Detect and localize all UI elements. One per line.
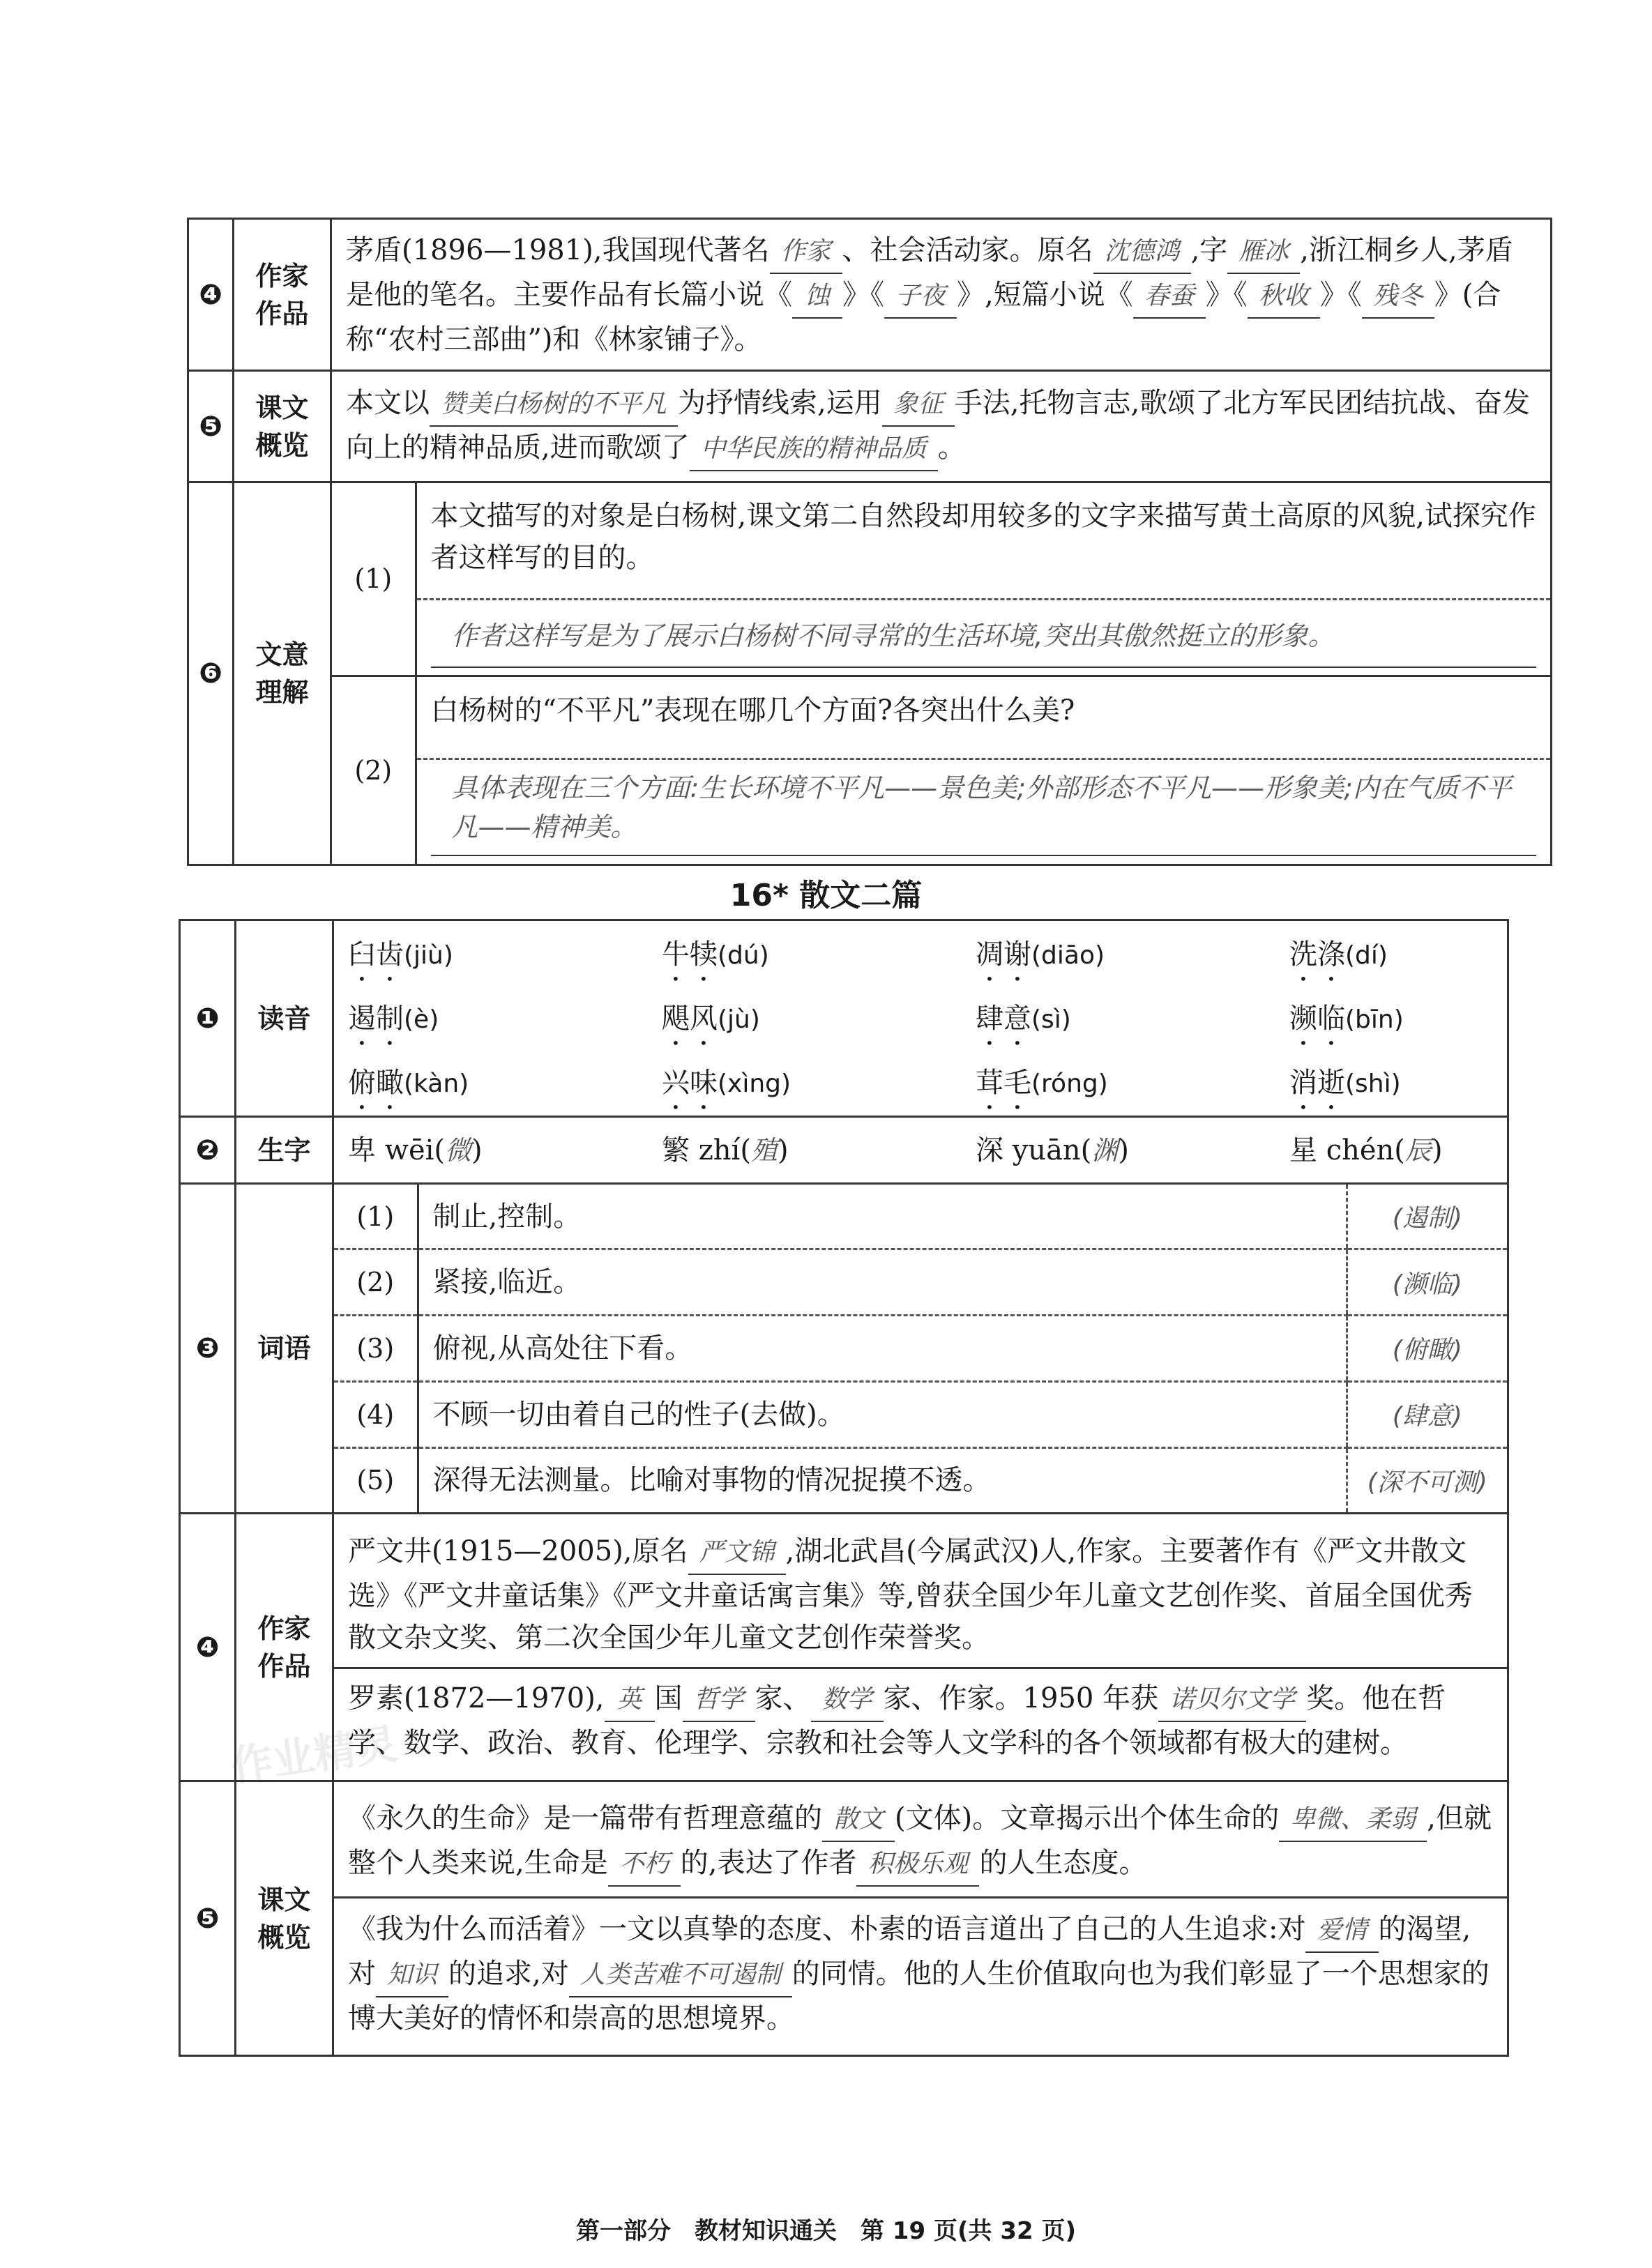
character-close: ) xyxy=(777,1134,789,1166)
answer-blank: 散文 xyxy=(822,1799,895,1842)
definition: 紧接,临近。 xyxy=(418,1249,1347,1316)
row-category: 课文概览 xyxy=(236,1781,333,2056)
row-number: ❺ xyxy=(188,371,234,482)
pronunciation-item xyxy=(1289,1051,1568,1115)
answer-blank: 中华民族的精神品质 xyxy=(690,428,938,471)
pinyin: (shì) xyxy=(1345,1069,1401,1098)
answer-blank: 哲学 xyxy=(683,1679,755,1722)
character-item xyxy=(662,1118,976,1182)
word: 遏制 xyxy=(348,1002,404,1035)
pronunciation-item xyxy=(1289,987,1568,1051)
new-characters-row xyxy=(180,1117,1508,1184)
character-pinyin: 繁 zhí( xyxy=(662,1134,751,1166)
definition: 不顾一切由着自己的性子(去做)。 xyxy=(418,1381,1347,1447)
character-pinyin: 深 yuān( xyxy=(976,1134,1092,1166)
pronunciation-item xyxy=(976,987,1289,1051)
character-answer: 殖 xyxy=(750,1134,778,1166)
row-category: 读音 xyxy=(236,920,333,1117)
question-text: 本文描写的对象是白杨树,课文第二自然段却用较多的文字来描写黄土高原的风貌,试探究作者这样写的目的。 xyxy=(417,489,1551,600)
watermark: 作业精灵 xyxy=(227,1719,401,1792)
answer-blank: 卑微、柔弱 xyxy=(1279,1799,1427,1842)
answer-blank: 蚀 xyxy=(792,275,842,319)
answer-blank: 英 xyxy=(605,1679,655,1722)
word: 茸毛 xyxy=(976,1066,1031,1099)
answer-blank: 严文锦 xyxy=(688,1532,786,1575)
word: 肆意 xyxy=(976,1002,1031,1035)
author-paragraph: 严文井(1915—2005),原名 严文锦 ,湖北武昌(今属武汉)人,作家。主要著作有《严文井散文选》《严文井童话集》《严文井童话寓言集》等,曾获全国少年儿童文艺创作奖、首届全国优秀散文杂文奖、第二次全国少年儿童文艺创作荣誉奖。 xyxy=(334,1522,1507,1669)
pronunciation-item xyxy=(348,922,662,987)
word: 兴味 xyxy=(662,1066,718,1099)
answer-blank: 不朽 xyxy=(608,1843,681,1887)
row-number: ❹ xyxy=(188,219,234,371)
character-close: ) xyxy=(1431,1134,1443,1166)
author-works-row xyxy=(180,1514,1508,1781)
row-number: ❺ xyxy=(180,1781,236,2056)
answer-blank: 积极乐观 xyxy=(856,1843,979,1887)
answer-blank: 沈德鸿 xyxy=(1093,231,1191,274)
pronunciation-item xyxy=(976,922,1289,987)
overview-row xyxy=(188,371,1552,482)
vocabulary-item xyxy=(334,1316,1507,1382)
answer-text: 作者这样写是为了展示白杨树不同寻常的生活环境,突出其傲然挺立的形象。 xyxy=(431,600,1537,668)
question-text: 白杨树的“不平凡”表现在哪几个方面?各突出什么美? xyxy=(417,684,1551,760)
word: 牛犊 xyxy=(662,938,718,971)
row-category: 作家作品 xyxy=(236,1514,333,1781)
word: 消逝 xyxy=(1289,1066,1345,1099)
answer-blank: 残冬 xyxy=(1362,275,1434,319)
row-category: 词语 xyxy=(236,1184,333,1514)
question-number: (1) xyxy=(332,483,416,676)
item-number: (2) xyxy=(334,1249,418,1316)
character-answer: 渊 xyxy=(1091,1134,1119,1166)
vocabulary-item xyxy=(334,1447,1507,1512)
page-footer: 第一部分 教材知识通关 第 19 页(共 32 页) xyxy=(575,2217,1077,2245)
word-answer: (俯瞰) xyxy=(1347,1316,1507,1382)
row-category: 作家作品 xyxy=(234,219,331,371)
word-answer: (肆意) xyxy=(1347,1381,1507,1447)
answer-blank: 子夜 xyxy=(884,275,957,319)
word: 濒临 xyxy=(1289,1002,1345,1035)
item-number: (1) xyxy=(334,1185,418,1249)
pinyin: (dí) xyxy=(1345,941,1388,970)
character-pinyin: 星 chén( xyxy=(1289,1134,1405,1166)
pronunciation-row xyxy=(180,920,1508,1117)
row-number: ❻ xyxy=(188,482,234,865)
character-item xyxy=(348,1118,662,1182)
pronunciation-item xyxy=(348,1051,662,1115)
lesson-15-table xyxy=(187,218,1552,866)
character-close: ) xyxy=(471,1134,483,1166)
pinyin: (jiù) xyxy=(404,941,453,970)
word: 凋谢 xyxy=(976,938,1031,971)
author-works-row xyxy=(188,219,1552,371)
overview-content: 本文以 赞美白杨树的不平凡 为抒情线索,运用 象征 手法,托物言志,歌颂了北方军民团结抗战、奋发向上的精神品质,进而歌颂了 中华民族的精神品质 。 xyxy=(331,371,1552,482)
row-number: ❸ xyxy=(180,1184,236,1514)
answer-blank: 秋收 xyxy=(1248,275,1320,319)
question-number: (2) xyxy=(332,676,416,864)
pinyin: (róng) xyxy=(1031,1069,1108,1098)
item-number: (4) xyxy=(334,1381,418,1447)
answer-blank: 爱情 xyxy=(1305,1910,1378,1953)
vocabulary-list xyxy=(333,1184,1508,1514)
answer-blank: 数学 xyxy=(811,1679,884,1722)
row-category: 课文概览 xyxy=(234,371,331,482)
row-number: ❹ xyxy=(180,1514,236,1781)
character-answer: 微 xyxy=(445,1134,472,1166)
pronunciation-item xyxy=(348,987,662,1051)
character-item xyxy=(1289,1118,1568,1182)
author-works-content: 茅盾(1896—1981),我国现代著名 作家 、社会活动家。原名 沈德鸿 ,字 雁冰 ,浙江桐乡人,茅盾是他的笔名。主要作品有长篇小说《 蚀 》《 子夜 》,短篇小说《 春蚕 》《 秋收 》《 残冬 》(合称“农村三部曲”)和《林家铺子》。 xyxy=(331,219,1552,371)
word: 洗涤 xyxy=(1289,938,1345,971)
word: 俯瞰 xyxy=(348,1066,404,1099)
row-number: ❶ xyxy=(180,920,236,1117)
author-works-content xyxy=(333,1514,1508,1781)
word-answer: (遏制) xyxy=(1347,1185,1507,1249)
author-paragraph: 罗素(1872—1970), 英 国 哲学 家、 数学 家、作家。1950 年获 诺贝尔文学 奖。他在哲学、数学、政治、教育、伦理学、宗教和社会等人文学科的各个领域都有极大的建树。 xyxy=(334,1669,1507,1772)
pinyin: (xìng) xyxy=(718,1069,791,1098)
lesson-16-table xyxy=(179,919,1509,2057)
overview-row xyxy=(180,1781,1508,2056)
word: 臼齿 xyxy=(348,938,404,971)
pinyin: (jù) xyxy=(718,1005,760,1034)
definition: 俯视,从高处往下看。 xyxy=(418,1316,1347,1382)
overview-content xyxy=(333,1781,1508,2056)
row-category: 生字 xyxy=(236,1117,333,1184)
item-number: (5) xyxy=(334,1447,418,1512)
section-title: 16* 散文二篇 xyxy=(729,878,923,913)
definition: 制止,控制。 xyxy=(418,1185,1347,1249)
answer-blank: 人类苦难不可遏制 xyxy=(569,1954,792,1997)
character-item xyxy=(976,1118,1289,1182)
pronunciation-item xyxy=(976,1051,1289,1115)
answer-blank: 雁冰 xyxy=(1227,231,1300,274)
comprehension-row xyxy=(188,482,1552,865)
answer-blank: 春蚕 xyxy=(1133,275,1206,319)
pronunciation-item xyxy=(662,987,976,1051)
word-answer: (深不可测) xyxy=(1347,1447,1507,1512)
character-pinyin: 卑 wēi( xyxy=(348,1134,446,1166)
pinyin: (è) xyxy=(404,1005,439,1034)
pronunciation-grid xyxy=(333,920,1508,1117)
overview-paragraph: 《永久的生命》是一篇带有哲理意蕴的 散文 (文体)。文章揭示出个体生命的 卑微、柔弱 ,但就整个人类来说,生命是 不朽 的,表达了作者 积极乐观 的人生态度。 xyxy=(334,1788,1507,1898)
answer-blank: 赞美白杨树的不平凡 xyxy=(430,383,678,427)
word: 飓风 xyxy=(662,1002,718,1035)
answer-blank: 知识 xyxy=(376,1954,448,1997)
vocabulary-row xyxy=(180,1184,1508,1514)
character-close: ) xyxy=(1118,1134,1129,1166)
answer-blank: 诺贝尔文学 xyxy=(1158,1679,1306,1722)
pinyin: (sì) xyxy=(1031,1005,1071,1034)
row-category: 文意理解 xyxy=(234,482,331,865)
comprehension-content xyxy=(331,482,1552,865)
overview-paragraph: 《我为什么而活着》一文以真挚的态度、朴素的语言道出了自己的人生追求:对 爱情 的渴望,对 知识 的追求,对 人类苦难不可遏制 的同情。他的人生价值取向也为我们彰显了一个思想家的博大美好的情怀和崇高的思想境界。 xyxy=(334,1898,1507,2049)
new-characters-grid xyxy=(333,1117,1508,1184)
answer-blank: 象征 xyxy=(882,383,955,427)
pronunciation-item xyxy=(662,922,976,987)
pinyin: (diāo) xyxy=(1031,941,1105,970)
item-number: (3) xyxy=(334,1316,418,1382)
vocabulary-item xyxy=(334,1185,1507,1249)
row-number: ❷ xyxy=(180,1117,236,1184)
word-answer: (濒临) xyxy=(1347,1249,1507,1316)
vocabulary-item xyxy=(334,1249,1507,1316)
answer-text: 具体表现在三个方面:生长环境不平凡——景色美;外部形态不平凡——形象美;内在气质不平凡——精神美。 xyxy=(431,760,1537,856)
vocabulary-item xyxy=(334,1381,1507,1447)
character-answer: 辰 xyxy=(1404,1134,1432,1166)
pronunciation-item xyxy=(1289,922,1568,987)
answer-blank: 作家 xyxy=(770,231,842,274)
definition: 深得无法测量。比喻对事物的情况捉摸不透。 xyxy=(432,1464,991,1497)
pronunciation-item xyxy=(662,1051,976,1115)
pinyin: (bīn) xyxy=(1345,1005,1404,1034)
pinyin: (kàn) xyxy=(404,1069,469,1098)
pinyin: (dú) xyxy=(718,941,769,970)
